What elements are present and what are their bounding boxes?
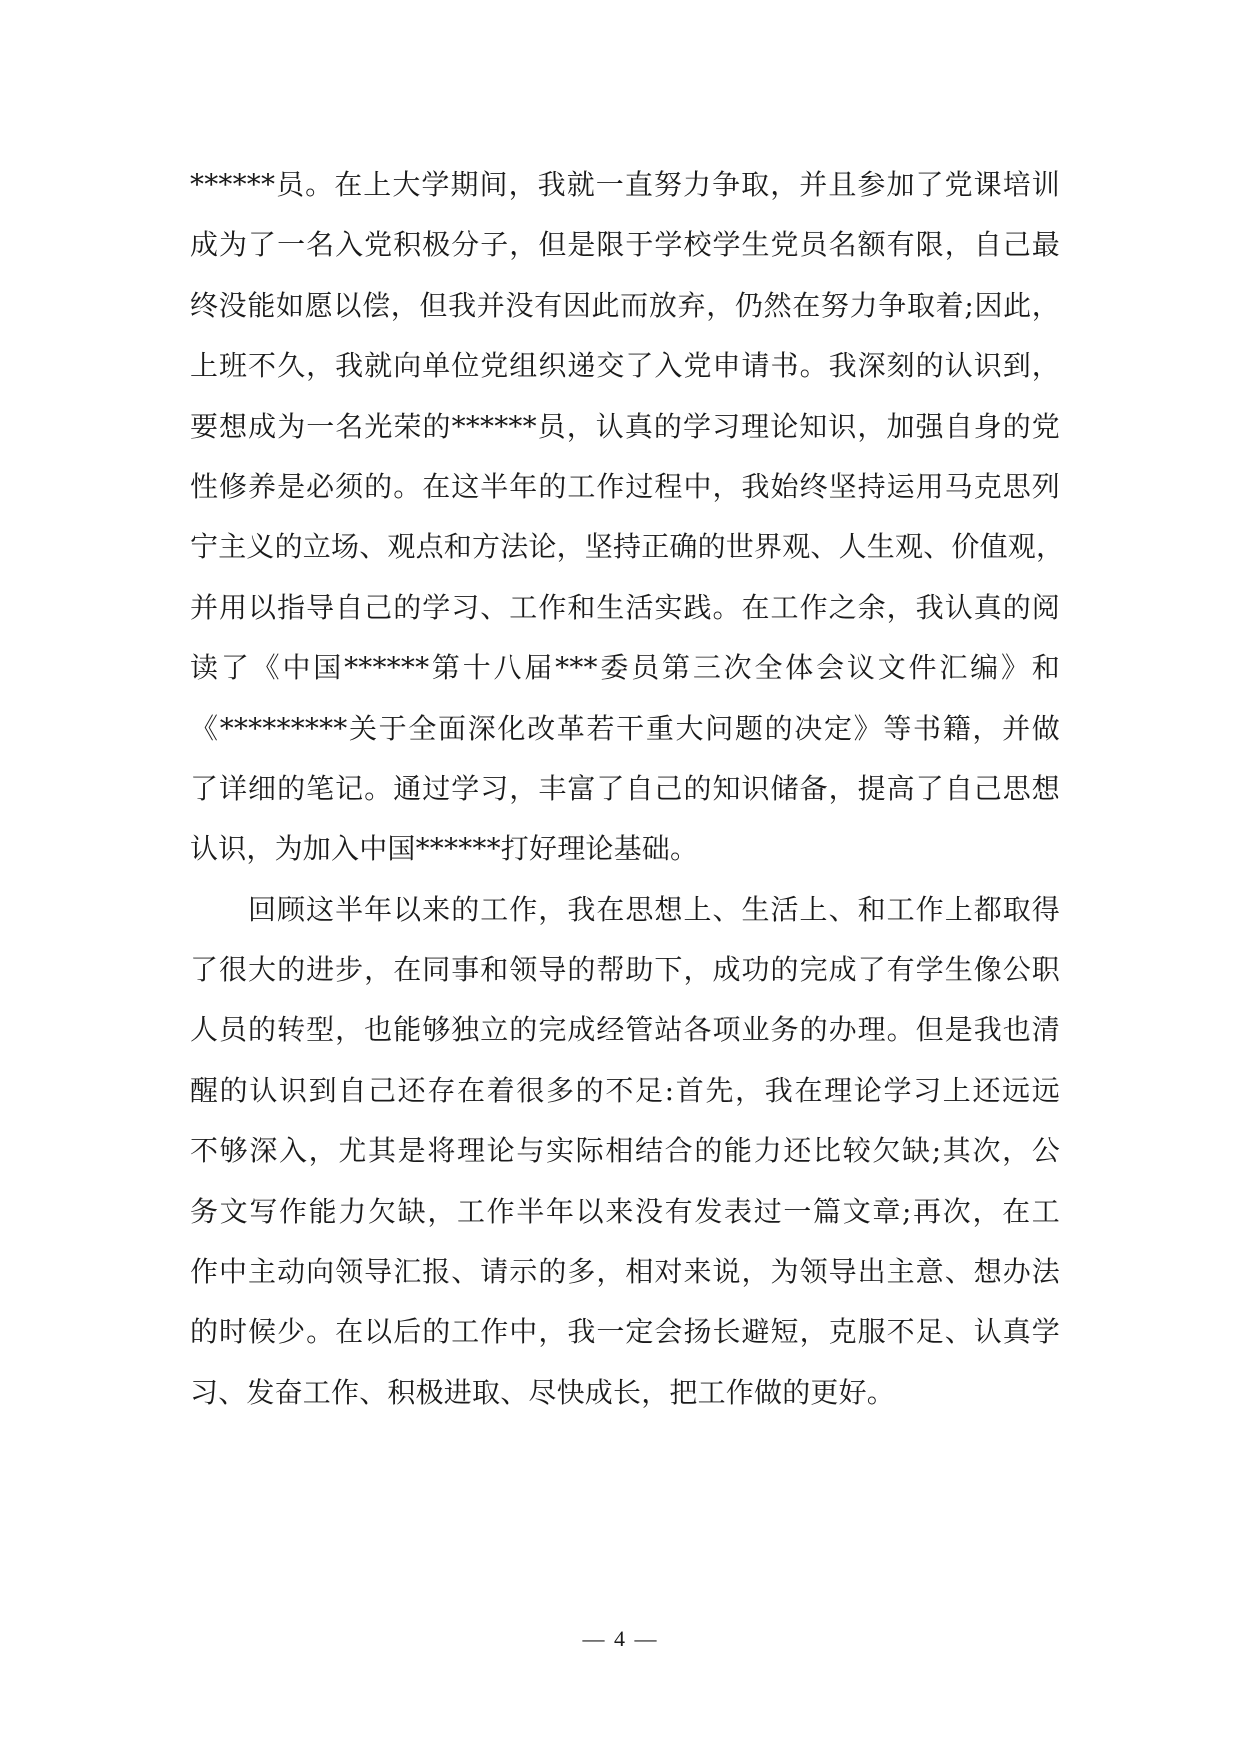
text-line: ******员。在上大学期间，我就一直努力争取，并且参加了党课培训 bbox=[190, 168, 1060, 201]
text-line: 作中主动向领导汇报、请示的多，相对来说，为领导出主意、想办法 bbox=[190, 1255, 1060, 1289]
text-line: 不够深入，尤其是将理论与实际相结合的能力还比较欠缺;其次，公 bbox=[190, 1134, 1060, 1168]
text-line: 并用以指导自己的学习、工作和生活实践。在工作之余，我认真的阅 bbox=[190, 590, 1060, 624]
document-body bbox=[190, 155, 1065, 1423]
text-line: 性修养是必须的。在这半年的工作过程中，我始终坚持运用马克思列 bbox=[190, 469, 1060, 503]
text-line: 习、发奋工作、积极进取、尽快成长，把工作做的更好。 bbox=[190, 1375, 896, 1409]
text-line: 读了《中国******第十八届***委员第三次全体会议文件汇编》和 bbox=[190, 651, 1060, 685]
text-line: 醒的认识到自己还存在着很多的不足:首先，我在理论学习上还远远 bbox=[190, 1073, 1060, 1107]
text-line: 上班不久，我就向单位党组织递交了入党申请书。我深刻的认识到， bbox=[190, 349, 1060, 383]
page-number: — 4 — bbox=[582, 1626, 659, 1651]
text-line: 回顾这半年以来的工作，我在思想上、生活上、和工作上都取得 bbox=[248, 892, 1060, 926]
text-line: 人员的转型，也能够独立的完成经管站各项业务的办理。但是我也清 bbox=[190, 1013, 1060, 1047]
text-line: 《*********关于全面深化改革若干重大问题的决定》等书籍，并做 bbox=[190, 711, 1060, 745]
text-line: 务文写作能力欠缺，工作半年以来没有发表过一篇文章;再次，在工 bbox=[190, 1194, 1060, 1228]
paragraph bbox=[190, 880, 1060, 1424]
text-line: 成为了一名入党积极分子，但是限于学校学生党员名额有限，自己最 bbox=[190, 228, 1060, 262]
text-line: 了很大的进步，在同事和领导的帮助下，成功的完成了有学生像公职 bbox=[190, 953, 1060, 987]
paragraph bbox=[190, 155, 1065, 880]
text-line: 宁主义的立场、观点和方法论，坚持正确的世界观、人生观、价值观， bbox=[190, 530, 1065, 564]
text-line: 终没能如愿以偿，但我并没有因此而放弃，仍然在努力争取着;因此， bbox=[190, 288, 1060, 322]
text-line: 的时候少。在以后的工作中，我一定会扬长避短，克服不足、认真学 bbox=[190, 1315, 1060, 1349]
text-line: 了详细的笔记。通过学习，丰富了自己的知识储备，提高了自己思想 bbox=[190, 771, 1060, 805]
text-line: 认识，为加入中国******打好理论基础。 bbox=[190, 832, 699, 866]
text-line: 要想成为一名光荣的******员，认真的学习理论知识，加强自身的党 bbox=[190, 409, 1060, 443]
